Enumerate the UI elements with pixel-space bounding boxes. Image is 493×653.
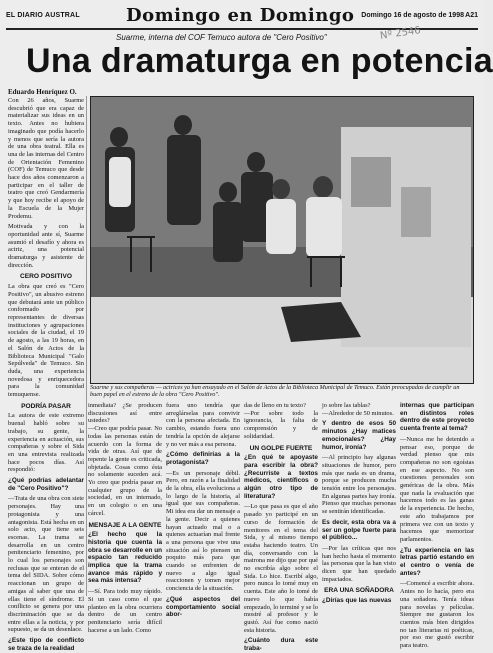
left-column — [8, 97, 84, 652]
byline: Eduardo Henríquez O. — [8, 88, 77, 96]
paragraph: inmediata? ¿Se producen discusiones así entre ustedes? —Creo que podría pasar. No todas las personas están de acuerdo con la forma de vida de otras. Así que de repente la gente es criticada, objetada. Cosas como ésta no solamente suceden acá. Yo creo que podría pasar en cualquier grupo de la sociedad, en un internado, en un colegio o en una cárcel. — [88, 402, 162, 517]
page-number: A21 — [465, 12, 478, 19]
section-title: Domingo en Domingo — [126, 5, 355, 26]
question: ¿En qué te apoyaste para escribir la obra? ¿Recurriste a textos médicos, científicos o algún otro tipo de literatura? — [244, 454, 318, 500]
stage-photo — [90, 96, 474, 384]
paragraph: —Comencé a escribir ahora. Antes no lo hacía, pero era una soñadora. Tenía ideas para novelas y películas. Siempre me gustaron los cuentos más bien dirigidos no tan literarias ni poéticas, por eso me gustó escribir para teatro. — [400, 580, 474, 650]
column-rule — [86, 96, 87, 596]
question: ¿Cómo definirías a la protagonista? — [166, 451, 240, 466]
paragraph: La autora de este extremo buenal habló sobre su trabajo, su gente, la experiencia en actuación, sus compañeras y sobre el Sida en una entrevista realizada hace pocos días. Así respondió: — [8, 412, 84, 474]
question: ¿Qué aspectos del comportamiento social abor- — [166, 595, 240, 619]
paragraph: La obra que creó es "Cero Positivo", un abusivo estreno que debutará ante un público conformado por representantes de diversas instituciones y agrupaciones sociales de la ciudad, el 19 de agosto, a las 19 horas, en el Salón de Actos de la Biblioteca Municipal "Galo Sepúlveda" de Temuco. Sin duda, una experiencia novedosa y enriquecedora para la comunidad temuquense. — [8, 283, 84, 399]
column-3 — [166, 402, 240, 619]
paragraph: das de lleno en tu texto? —Por sobre todo la ignorancia, la falta de comprensión y de solidaridad. — [244, 402, 318, 440]
column-5 — [322, 402, 397, 605]
paper-name: EL DIARIO AUSTRAL — [6, 12, 80, 19]
question: ¿Dirías que las nuevas — [322, 597, 392, 605]
column-4 — [244, 402, 318, 653]
headline: Una dramaturga en potencia — [26, 42, 493, 80]
paragraph: Motivada y con la oportunidad ante sí, Suarme asumió el desafío y ahora es actriz, una potencial dramaturga y asistente de dirección. — [8, 223, 84, 269]
photo-caption: Suarme y sus compañeras — actrices ya han ensayado en el Salón de Actos de la Biblioteca Municipal de Temuco. Están preocupadas de cumplir un buen papel en el estreno de la obra "Cero Positivo". — [90, 384, 460, 399]
column-6 — [400, 402, 474, 650]
subhead: MENSAJE A LA GENTE — [88, 521, 162, 529]
paragraph: —Es un personaje débil. Pero, en razón a la finalidad de la obra, ella evoluciona a lo largo de la historia, al igual que sus compañeras. Mi idea era dar un mensaje a la gente. Decir a quienes hayan actuado mal o a quienes actuarían mal frente a una persona que vive una situación así lo piensen un poquito más para que cuando se enfrenten de nuevo a algo igual reaccionen y tomen mejor conciencia de la situación. — [166, 469, 240, 593]
question: ¿Cuánto dura este traba- — [244, 637, 318, 653]
kicker: Suarme, interna del COF Temuco autora de "Cero Positivo" — [116, 33, 327, 42]
paragraph: —Nunca me he detenido a pensar eso, porque de verdad pienso que mis compañeras no son egoístas en ese aspecto. No son cuestiones personales son genéricas de la obra. Más que nada la evaluación que hacemos todo es las ganas de la experiencia. De hecho, este año trabajamos por primera vez con un texto y hacemos que memorizar parlamentos. — [400, 435, 474, 543]
subhead: PODRÍA PASAR — [21, 402, 71, 410]
paragraph: —Lo que pasa es que el año pasado yo participé en un curso de formación de monitores en el tema del Sida, y al mismo tiempo estaba haciendo teatro. Un día, conversando con la matrona me dijo que por qué no escribía algo sobre el Sida. Lo hice. Escribí algo, pero nunca lo tomé muy en cuenta. Este año lo tomé de nuevo lo que había empezado, lo terminé y se lo mostré al profesor y le gustó. Así fue como nació esta historia. — [244, 503, 318, 634]
issue-date: Domingo 16 de agosto de 1998 — [361, 12, 464, 19]
paragraph: jo sobre las tablas? —Alrededor de 50 minutos. — [322, 402, 394, 417]
paragraph: —Sí. Para todo muy rápido. Si un caso como el que planteo en la obra ocurriera dentro de un centro penitenciario sería difícil hacerse a un lado. Como — [88, 588, 162, 634]
subhead: CERO POSITIVO — [19, 273, 73, 281]
column-2 — [88, 402, 162, 634]
question: ¿Qué podrías adelantar de "Cero Positivo"? — [8, 477, 84, 492]
paragraph: —Al principio hay algunas situaciones de humor, pero más que nada es un drama, porque se producen mucha tensión entre los personajes. En algunas partes hay ironía. Pienso que muchas personas se sentirán identificadas. — [322, 454, 397, 516]
lead-text: Con 26 años, Suarme descubrió que era capaz de materializar sus ideas en un texto. Antes no hubiera imaginado que podía hacerlo y menos que sería la autora de una obra teatral. Ella es una de las internas del Centro de Orientación Femenino (COF) de Temuco que desde hace dos años comenzaron a participar en el taller de teatro que creó Gendarmería y que hoy recibe el apoyo de la Escuela de la Mujer Prodemu. — [8, 97, 84, 220]
handwritten-archive-number: Nº 2546 — [379, 25, 422, 42]
photo-illustration — [91, 97, 473, 383]
paragraph: —Por las críticas que nos han hecho hasta el momento las personas que la han visto dicen que han quedado impactados. — [322, 544, 396, 583]
question: Y dentro de esos 50 minutos ¿Hay matices emocionales? ¿Hay humor, ironía? — [322, 420, 396, 451]
paragraph: fuera uno tendría que arreglárselas para convivir con la persona afectada. En cambio, estando fuera uno tendría la opción de alejarse y no ver más a esa persona. — [166, 402, 240, 448]
lead-paragraph — [8, 97, 84, 220]
paragraph: —Trata de una obra con siete personajes. Hay una protagonista y una antagonista. Está hecha en un solo acto, que tiene seis escenas. La trama se desarrolla en un centro penitenciario femenino, por lo cual los personajes son reclusas que se enteran de el tema del SIDA. Sobre cómo reaccionan un grupo de amigas al saber que una de ellas tiene el síndrome. El conflicto se genera por una discriminación que se da entre ellas a la noticia, y por supuesto, se da un desenlace. — [8, 495, 84, 634]
question: ¿Tu experiencia en las letras partió estando en el centro o venía de antes? — [400, 546, 474, 577]
subhead: UN GOLPE FUERTE — [249, 444, 313, 452]
question: ¿Este tipo de conflicto se traza de la realidad — [8, 637, 84, 652]
question: Es decir, esta obra va a ser un golpe fuerte para el público... — [322, 518, 396, 542]
question: ¿El hecho que la historia que cuenta la obra se desarrolle en un espacio tan reducido implica que la trama avance más rápido y sea más intensa? — [88, 531, 162, 585]
subhead: ERA UNA SOÑADORA — [324, 587, 394, 595]
question: internas que participan en distintos roles dentro de este proyecto cuenta frente al tema? — [400, 402, 474, 433]
